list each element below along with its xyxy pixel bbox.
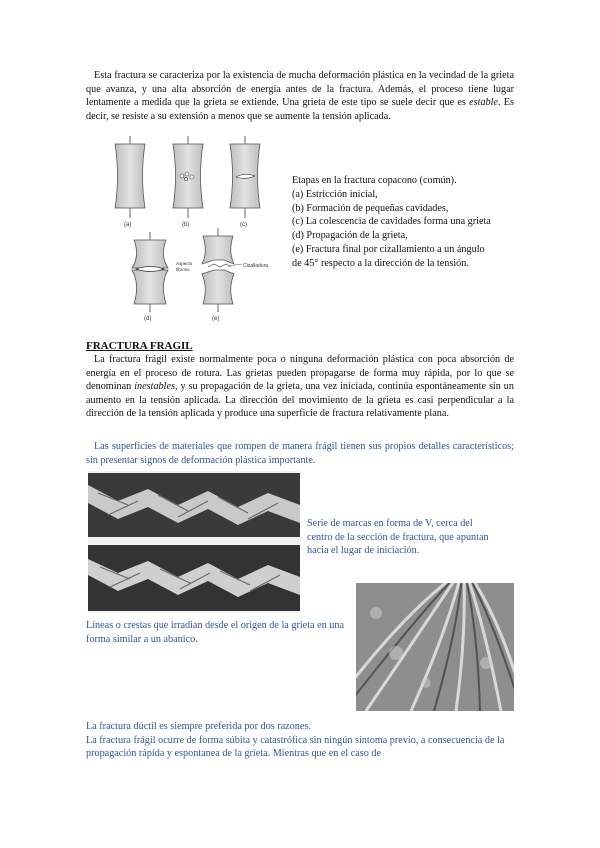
caption-item: (a) Estricción inicial, xyxy=(292,188,378,200)
caption-item: (e) Fractura final por cizallamiento a un ángulo xyxy=(292,243,485,255)
ductile-paragraph: Esta fractura se caracteriza por la existencia de mucha deformación plástica en la vecindad de la grieta que avanza, y una alta absorción de energía antes de la fractura. Además, el proceso tiene lugar lentamente a medida que la grieta se extiende. Una grieta de este tipo se suele decir que es estable. Es decir, se resiste a su extensión a menos que se aumente la tensión aplicada. xyxy=(86,70,514,122)
stage-a-specimen xyxy=(115,136,145,218)
stage-b-specimen xyxy=(173,136,203,218)
label-e: (e) xyxy=(212,316,220,322)
annotation-fibrous-2: fibroso xyxy=(176,267,190,272)
final-line-1: La fractura dúctil es siempre preferida por dos razones. xyxy=(86,721,311,732)
v-marks-caption: Serie de marcas en forma de V, cerca del centro de la sección de fractura, que apuntan hacia el lugar de iniciación. xyxy=(307,518,489,557)
emphasis-inestables: inestables xyxy=(134,381,175,393)
final-paragraph xyxy=(86,720,514,761)
label-b: (b) xyxy=(182,222,190,228)
label-a: (a) xyxy=(124,222,132,228)
caption-item: (d) Propagación de la grieta, xyxy=(292,230,408,242)
annotation-shear: Cizalladura xyxy=(243,263,269,269)
cup-cone-fracture-figure xyxy=(110,136,286,322)
caption-item: (c) La colescencia de cavidades forma una grieta xyxy=(292,216,491,228)
caption-title: Etapas en la fractura copacono (común). xyxy=(292,175,457,186)
label-d: (d) xyxy=(144,316,152,322)
emphasis-estable: estable xyxy=(469,97,498,109)
v-marks-fracture-photo xyxy=(88,471,300,613)
label-c: (c) xyxy=(240,222,247,228)
caption-item: de 45° respecto a la dirección de la tensión. xyxy=(292,257,469,269)
surfaces-paragraph: Las superficies de materiales que rompen de manera frágil tienen sus propios detalles característicos; sin presentar signos de deformación plástica importante. xyxy=(86,441,514,466)
final-line-2: La fractura frágil ocurre de forma súbita y catastrófica sin ningún síntoma previo, a consecuencia de la propagación rápida y espontanea de la grieta. Mientras que en el caso de xyxy=(86,734,505,760)
stage-c-specimen xyxy=(230,136,260,218)
stage-d-specimen xyxy=(132,232,168,312)
annotation-fibrous-1: Aspecto xyxy=(176,261,193,266)
section-heading: FRACTURA FRAGIL xyxy=(86,340,193,352)
stage-e-specimen xyxy=(202,228,242,312)
fan-lines-caption: Líneas o crestas que irradian desde el origen de la grieta en una forma similar a un abanico. xyxy=(86,620,344,645)
caption-item: (b) Formación de pequeñas cavidades, xyxy=(292,202,449,214)
brittle-paragraph: La fractura frágil existe normalmente poca o ninguna deformación plástica con poca absorción de energía en el proceso de rotura. Las grietas pueden propagarse de forma muy rápida, por lo que se denominan inestables, y su propagación de la grieta, una vez iniciada, continúa espontáneamente sin un aumento en la tensión aplicada. La dirección del movimiento de la grieta es casi perpendicular a la dirección de la tensión aplicada y produce una superficie de fractura relativamente plana. xyxy=(86,354,514,420)
fan-ridges-fracture-photo xyxy=(356,583,514,711)
figure-caption-list xyxy=(292,174,524,271)
